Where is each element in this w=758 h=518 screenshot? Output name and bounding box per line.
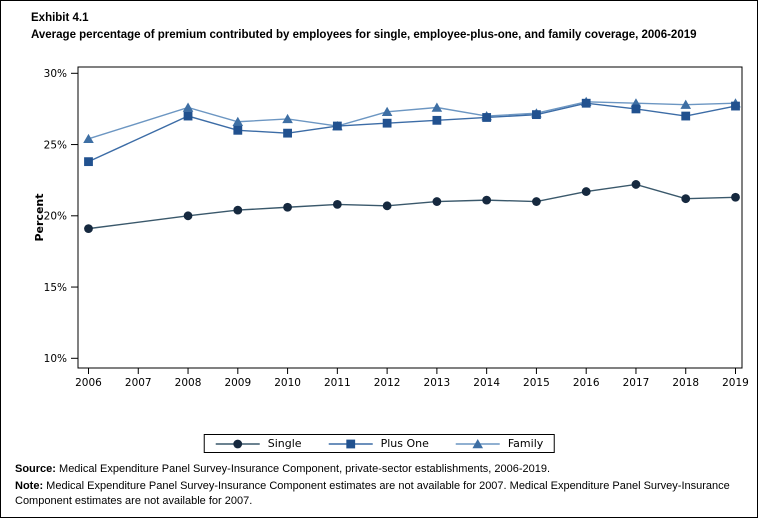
- x-tick-label: 2006: [75, 377, 102, 389]
- x-tick-label: 2019: [722, 377, 749, 389]
- x-tick-label: 2007: [124, 377, 152, 389]
- x-tick-label: 2017: [622, 377, 650, 389]
- data-point: [233, 206, 242, 215]
- data-point: [582, 187, 591, 196]
- source-text: Medical Expenditure Panel Survey-Insurance Component, private-sector establishments, 2006-2019.: [59, 463, 551, 475]
- square-marker-icon: [328, 438, 374, 450]
- availability-note: [15, 479, 751, 509]
- legend-label: Family: [507, 437, 544, 450]
- data-point: [184, 112, 193, 121]
- x-tick-label: 2015: [523, 377, 550, 389]
- x-tick-label: 2011: [323, 377, 351, 389]
- data-point: [283, 203, 292, 212]
- legend: [204, 434, 555, 453]
- series-single: [84, 180, 740, 233]
- data-point: [432, 116, 441, 125]
- data-point: [731, 193, 740, 202]
- data-point: [632, 105, 641, 114]
- circle-glyph: [233, 439, 242, 448]
- data-point: [383, 119, 392, 128]
- series-family: [83, 97, 741, 143]
- legend-label: Plus One: [380, 437, 429, 450]
- footnotes: [15, 462, 751, 511]
- y-tick-label: 10%: [43, 353, 67, 366]
- data-point: [632, 180, 641, 189]
- circle-marker-icon: [215, 438, 261, 450]
- note-text: Medical Expenditure Panel Survey-Insurance Component estimates are not available for 2007. Medical Expenditure Panel Survey-Insurance Component estimates are not available for 2007.: [15, 479, 730, 507]
- triangle-marker-icon: [455, 438, 501, 450]
- line-chart: [1, 1, 758, 421]
- note-label: Note:: [15, 479, 44, 492]
- x-tick-label: 2016: [572, 377, 600, 389]
- series-line: [89, 184, 736, 228]
- legend-item-family: [455, 437, 543, 450]
- data-point: [84, 224, 93, 233]
- data-point: [184, 211, 193, 220]
- data-point: [532, 197, 541, 206]
- data-point: [84, 157, 93, 166]
- y-tick-label: 15%: [43, 281, 67, 294]
- source-note: [15, 462, 751, 477]
- legend-item-plus-one: [328, 437, 429, 450]
- y-tick-label: 25%: [43, 139, 67, 152]
- x-tick-label: 2014: [473, 377, 501, 389]
- data-point: [731, 102, 740, 111]
- data-point: [233, 126, 242, 135]
- data-point: [183, 103, 194, 112]
- y-tick-label: 20%: [43, 210, 67, 223]
- data-point: [83, 134, 94, 143]
- x-tick-label: 2012: [373, 377, 401, 389]
- data-point: [333, 200, 342, 209]
- x-tick-label: 2008: [174, 377, 202, 389]
- x-tick-label: 2010: [274, 377, 301, 389]
- y-axis-label: Percent: [33, 193, 46, 242]
- data-point: [283, 129, 292, 138]
- chart-title: Average percentage of premium contributed by employees for single, employee-plus-one, and family coverage, 2006-2019: [31, 29, 697, 42]
- data-point: [681, 194, 690, 203]
- data-point: [383, 201, 392, 210]
- source-label: Source:: [15, 463, 56, 475]
- data-point: [532, 110, 541, 119]
- data-point: [582, 99, 591, 108]
- data-point: [333, 122, 342, 131]
- data-point: [432, 197, 441, 206]
- data-point: [482, 113, 491, 122]
- exhibit-number: Exhibit 4.1: [31, 12, 89, 24]
- square-glyph: [346, 439, 355, 448]
- legend-label: Single: [267, 437, 302, 450]
- data-point: [482, 196, 491, 205]
- x-tick-label: 2018: [672, 377, 700, 389]
- x-tick-label: 2009: [224, 377, 252, 389]
- data-point: [681, 112, 690, 121]
- data-point: [432, 103, 443, 112]
- y-tick-label: 30%: [43, 68, 67, 81]
- legend-item-single: [215, 437, 302, 450]
- x-tick-label: 2013: [423, 377, 451, 389]
